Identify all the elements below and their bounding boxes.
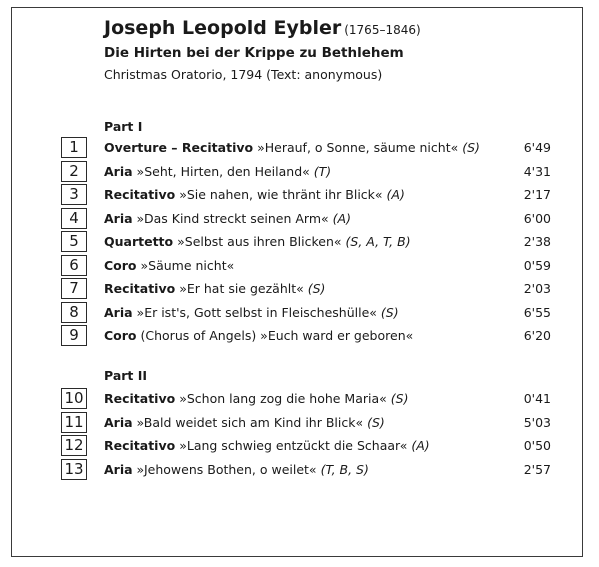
track-description	[104, 257, 234, 274]
track-form: Recitativo	[104, 187, 176, 202]
track-text: »Das Kind streckt seinen Arm«	[136, 210, 329, 226]
track-row	[61, 161, 551, 185]
track-voices: (A)	[411, 438, 430, 453]
track-text: »Sie nahen, wie thränt ihr Blick«	[179, 187, 383, 202]
track-form: Overture – Recitativo	[104, 140, 254, 155]
track-description	[104, 280, 325, 297]
track-description	[104, 304, 399, 321]
composer-dates: (1765–1846)	[344, 23, 421, 37]
track-row	[61, 278, 551, 302]
track-form: Coro	[104, 257, 137, 273]
track-description	[104, 461, 369, 478]
track-duration: 6'49	[523, 140, 551, 155]
track-text: »Bald weidet sich am Kind ihr Blick«	[136, 414, 364, 430]
composer-label: Joseph Leopold Eybler	[104, 17, 342, 39]
track-description	[104, 163, 331, 180]
track-voices: (S)	[380, 304, 399, 320]
work-title: Die Hirten bei der Krippe zu Bethlehem	[104, 45, 404, 61]
track-number: 2	[61, 161, 87, 182]
track-number: 7	[61, 278, 87, 299]
track-text: »Säume nicht«	[140, 257, 235, 273]
track-description	[104, 414, 385, 431]
track-number: 9	[61, 325, 87, 346]
track-description	[104, 139, 480, 156]
work-subtitle: Christmas Oratorio, 1794 (Text: anonymous)	[104, 67, 383, 82]
track-row	[61, 184, 551, 208]
track-duration: 5'03	[523, 414, 551, 430]
track-row	[61, 255, 551, 279]
track-number: 3	[61, 184, 87, 205]
track-row	[61, 435, 551, 459]
track-text: »Selbst aus ihren Blicken«	[177, 234, 342, 249]
track-number: 8	[61, 302, 87, 323]
track-row	[61, 231, 551, 255]
track-description	[104, 210, 351, 227]
track-description	[104, 233, 411, 250]
track-voices: (S)	[462, 140, 480, 155]
track-form: Quartetto	[104, 234, 174, 249]
track-number: 11	[61, 412, 87, 433]
track-duration: 0'41	[523, 391, 551, 406]
track-voices: (S)	[390, 391, 409, 406]
track-duration: 6'20	[523, 328, 551, 343]
track-form: Aria	[104, 304, 133, 320]
part-2-heading: Part II	[104, 368, 148, 383]
track-duration: 0'59	[523, 257, 551, 273]
track-text: »Herauf, o Sonne, säume nicht«	[257, 140, 459, 155]
track-number: 10	[61, 388, 87, 409]
track-form: Recitativo	[104, 281, 176, 296]
track-number: 5	[61, 231, 87, 252]
track-voices: (A)	[332, 210, 351, 226]
track-number: 6	[61, 255, 87, 276]
track-duration: 2'57	[523, 461, 551, 477]
track-number: 1	[61, 137, 87, 158]
track-voices: (A)	[386, 187, 405, 202]
track-duration: 4'31	[523, 163, 551, 179]
track-row	[61, 137, 551, 161]
track-duration: 6'55	[523, 304, 551, 320]
track-duration: 2'17	[523, 187, 551, 202]
track-duration: 0'50	[523, 438, 551, 453]
track-row	[61, 302, 551, 326]
track-row	[61, 388, 551, 412]
composer-name	[104, 17, 421, 42]
track-number: 12	[61, 435, 87, 456]
track-description	[104, 437, 430, 454]
track-row	[61, 459, 551, 483]
track-text: (Chorus of Angels) »Euch ward er geboren«	[140, 328, 414, 343]
track-text: »Seht, Hirten, den Heiland«	[136, 163, 310, 179]
track-row	[61, 412, 551, 436]
track-form: Aria	[104, 210, 133, 226]
track-description	[104, 327, 413, 344]
track-voices: (T, B, S)	[320, 461, 369, 477]
track-text: »Jehowens Bothen, o weilet«	[136, 461, 317, 477]
track-voices: (S)	[367, 414, 385, 430]
track-description	[104, 186, 405, 203]
track-form: Coro	[104, 328, 137, 343]
track-row	[61, 208, 551, 232]
track-form: Aria	[104, 414, 133, 430]
track-number: 13	[61, 459, 87, 480]
track-voices: (S, A, T, B)	[345, 234, 411, 249]
track-duration: 2'03	[523, 281, 551, 296]
track-row	[61, 325, 551, 349]
track-text: »Er hat sie gezählt«	[179, 281, 304, 296]
track-text: »Er ist's, Gott selbst in Fleischeshülle«	[136, 304, 377, 320]
track-number: 4	[61, 208, 87, 229]
header	[104, 17, 421, 83]
track-form: Aria	[104, 461, 133, 477]
track-text: »Schon lang zog die hohe Maria«	[179, 391, 387, 406]
track-form: Recitativo	[104, 438, 176, 453]
track-voices: (T)	[313, 163, 332, 179]
part-1-tracklist	[61, 137, 551, 349]
track-duration: 6'00	[523, 210, 551, 226]
part-2-tracklist	[61, 388, 551, 482]
track-form: Recitativo	[104, 391, 176, 406]
track-voices: (S)	[307, 281, 326, 296]
track-description	[104, 390, 408, 407]
track-duration: 2'38	[523, 234, 551, 249]
track-form: Aria	[104, 163, 133, 179]
track-text: »Lang schwieg entzückt die Schaar«	[179, 438, 408, 453]
part-1-heading: Part I	[104, 119, 143, 134]
